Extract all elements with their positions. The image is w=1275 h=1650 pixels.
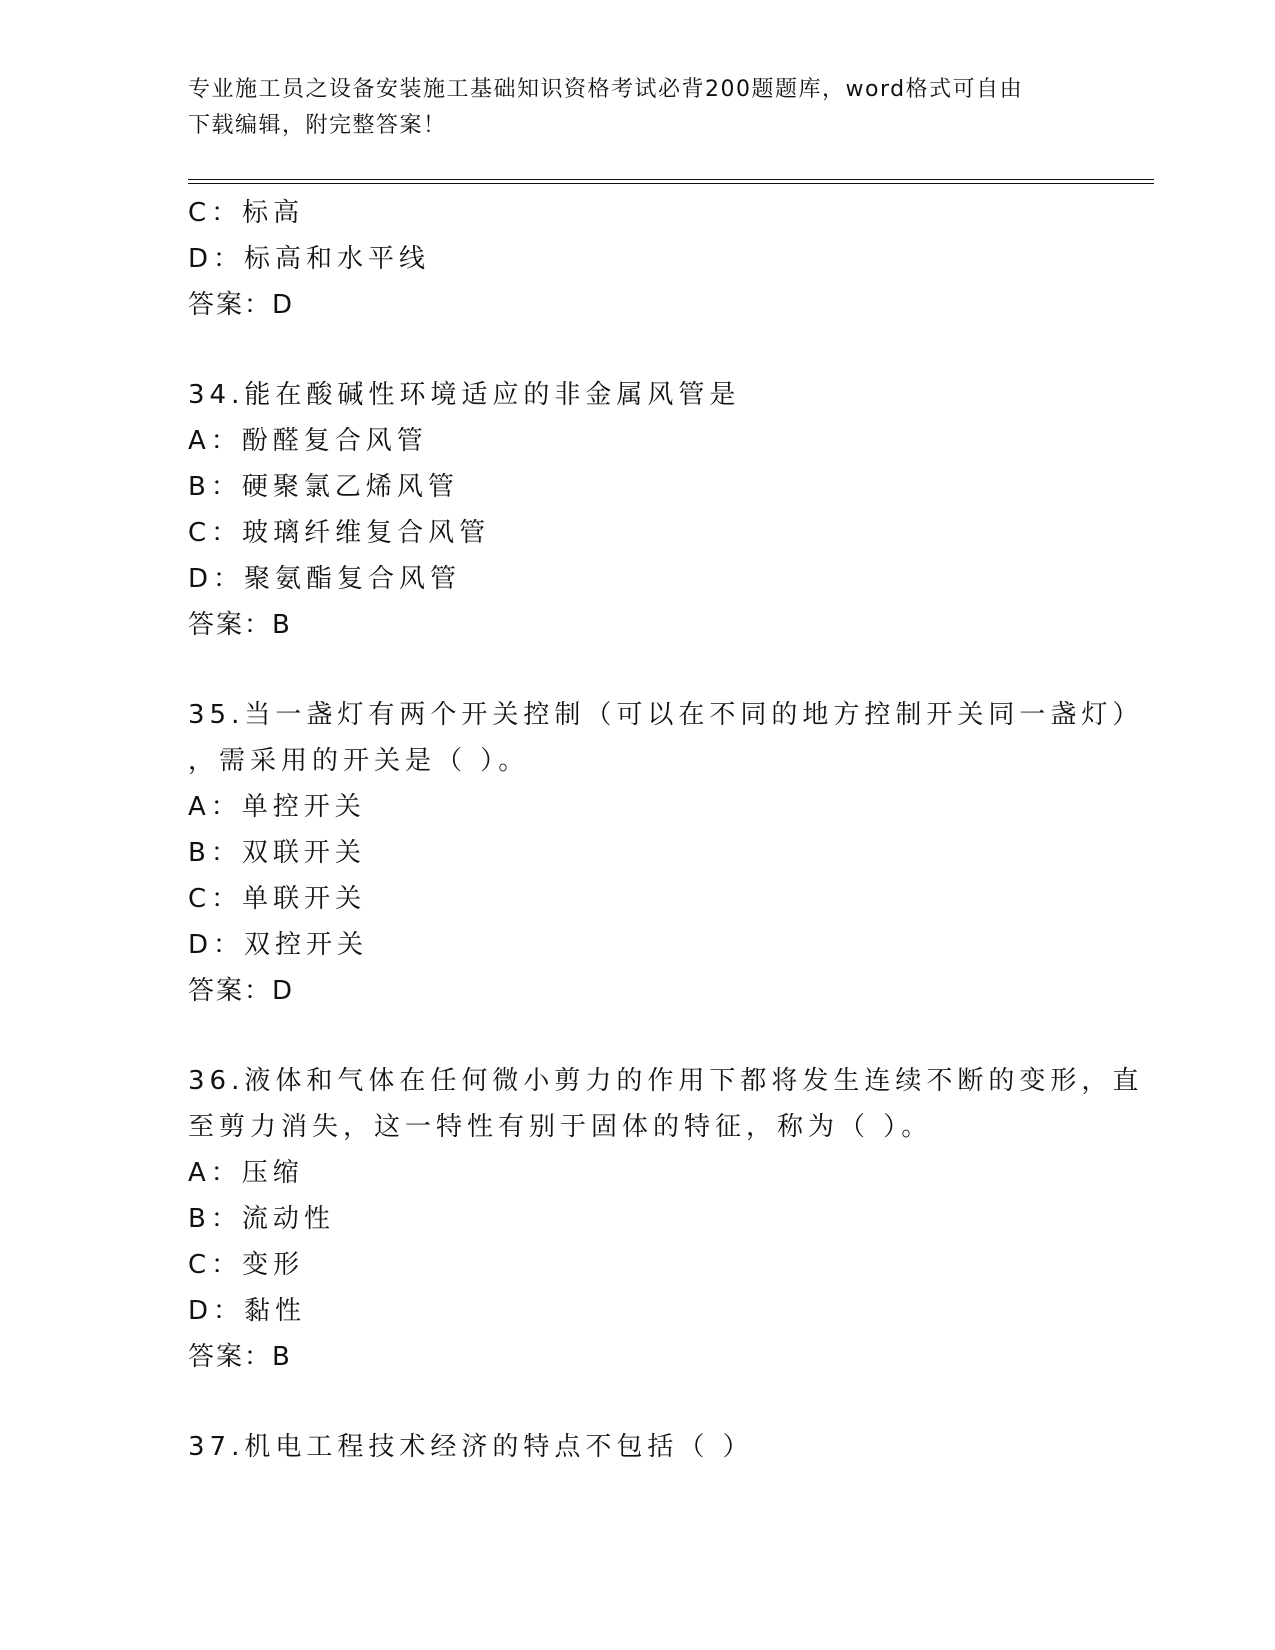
option-c: C：单联开关	[188, 884, 367, 914]
option-a: A：压缩	[188, 1158, 304, 1188]
option-b: B：硬聚氯乙烯风管	[188, 472, 459, 502]
option-d: D：聚氨酯复合风管	[188, 564, 462, 594]
option-b: B：双联开关	[188, 838, 366, 868]
option-d: D：标高和水平线	[188, 244, 431, 274]
question-stem-continued: 至剪力消失，这一特性有别于固体的特征，称为（ ）。	[188, 1112, 933, 1142]
option-a: A：单控开关	[188, 792, 366, 822]
header-line-1: 专业施工员之设备安装施工基础知识资格考试必背200题题库，word格式可自由	[188, 77, 1024, 102]
question-34	[188, 372, 1088, 648]
option-c: C：玻璃纤维复合风管	[188, 518, 491, 548]
answer: 答案：D	[188, 290, 295, 320]
header-divider-bottom	[188, 183, 1154, 184]
answer: 答案：D	[188, 976, 295, 1006]
question-stem: 35.当一盏灯有两个开关控制（可以在不同的地方控制开关同一盏灯）	[188, 700, 1144, 730]
option-c: C：标高	[188, 198, 305, 228]
header-divider-top	[188, 179, 1154, 180]
question-36	[188, 1058, 1144, 1380]
option-c: C：变形	[188, 1250, 305, 1280]
continued-question	[188, 190, 1088, 328]
question-stem: 34.能在酸碱性环境适应的非金属风管是	[188, 380, 741, 410]
question-stem: 37.机电工程技术经济的特点不包括（ ）	[188, 1432, 754, 1462]
option-d: D：黏性	[188, 1296, 307, 1326]
answer: 答案：B	[188, 1342, 292, 1372]
document-header	[188, 72, 1068, 144]
option-a: A：酚醛复合风管	[188, 426, 428, 456]
question-35	[188, 692, 1144, 1014]
header-line-2: 下载编辑，附完整答案！	[188, 113, 447, 138]
option-b: B：流动性	[188, 1204, 335, 1234]
question-37	[188, 1424, 1088, 1470]
question-stem-continued: ，需采用的开关是（ ）。	[188, 746, 530, 776]
answer: 答案：B	[188, 610, 292, 640]
option-d: D：双控开关	[188, 930, 369, 960]
question-stem: 36.液体和气体在任何微小剪力的作用下都将发生连续不断的变形，直	[188, 1066, 1144, 1096]
question-list	[188, 190, 1144, 1470]
